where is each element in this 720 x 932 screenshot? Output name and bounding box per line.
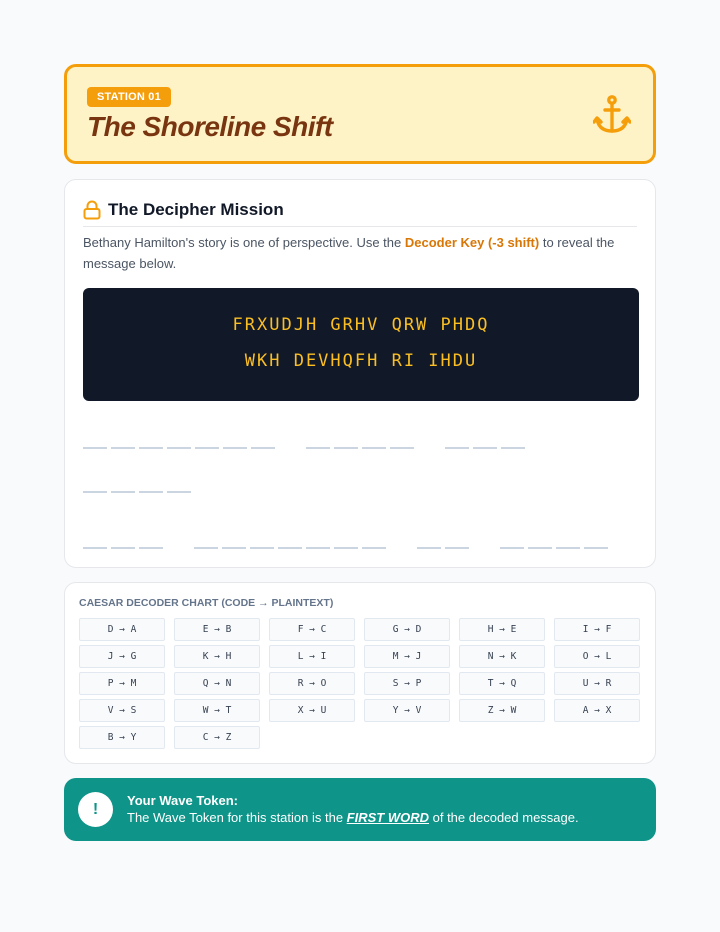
letter-blank bbox=[334, 547, 358, 549]
letter-blank bbox=[584, 547, 608, 549]
decoder-pair: A → X bbox=[554, 699, 640, 722]
decoder-key-highlight: Decoder Key (-3 shift) bbox=[404, 235, 540, 250]
decoder-chart-title: CAESAR DECODER CHART (CODE → PLAINTEXT) bbox=[79, 597, 334, 609]
letter-blank bbox=[306, 447, 330, 449]
decoder-pair: N → K bbox=[459, 645, 545, 668]
letter-blank bbox=[445, 447, 469, 449]
token-text-start: The Wave Token for this station is the bbox=[127, 810, 347, 825]
mission-description bbox=[83, 232, 633, 274]
decoder-pair: E → B bbox=[174, 618, 260, 641]
letter-blank bbox=[278, 547, 302, 549]
decipher-mission-card bbox=[64, 179, 656, 568]
decoder-pair: H → E bbox=[459, 618, 545, 641]
letter-blank bbox=[111, 447, 135, 449]
mission-title: The Decipher Mission bbox=[108, 200, 284, 219]
decoder-pair: B → Y bbox=[79, 726, 165, 749]
letter-blank bbox=[111, 547, 135, 549]
wave-token-banner bbox=[64, 778, 656, 841]
station-header bbox=[64, 64, 656, 164]
decoder-pair: D → A bbox=[79, 618, 165, 641]
decoder-pair: F → C bbox=[269, 618, 355, 641]
station-badge: STATION 01 bbox=[87, 87, 171, 107]
decoder-pair: X → U bbox=[269, 699, 355, 722]
letter-blank bbox=[111, 491, 135, 493]
desc-text: Bethany Hamilton's story is one of perspective. Use the bbox=[83, 235, 405, 250]
cipher-message-box bbox=[83, 288, 639, 401]
decoder-pair: L → I bbox=[269, 645, 355, 668]
letter-blank bbox=[251, 447, 275, 449]
letter-blank bbox=[139, 547, 163, 549]
letter-blank bbox=[83, 447, 107, 449]
decoder-pair: G → D bbox=[364, 618, 450, 641]
letter-blank bbox=[473, 447, 497, 449]
decoder-pair: R → O bbox=[269, 672, 355, 695]
decoder-pair: Q → N bbox=[174, 672, 260, 695]
letter-blank bbox=[334, 447, 358, 449]
anchor-icon bbox=[593, 95, 631, 135]
letter-blank bbox=[222, 547, 246, 549]
decoder-pair: V → S bbox=[79, 699, 165, 722]
letter-blank bbox=[417, 547, 441, 549]
token-text bbox=[127, 810, 579, 825]
letter-blank bbox=[528, 547, 552, 549]
cipher-line: WKH DEVHQFH RI IHDU bbox=[244, 351, 478, 371]
decoder-pair: Y → V bbox=[364, 699, 450, 722]
cipher-line: FRXUDJH GRHV QRW PHDQ bbox=[232, 315, 490, 335]
decoder-pair: U → R bbox=[554, 672, 640, 695]
decoder-pair: I → F bbox=[554, 618, 640, 641]
decoder-chart-card bbox=[64, 582, 656, 764]
first-word-emphasis: FIRST WORD bbox=[346, 810, 429, 825]
letter-blank bbox=[83, 491, 107, 493]
letter-blank bbox=[501, 447, 525, 449]
station-title: The Shoreline Shift bbox=[87, 111, 333, 142]
letter-blank bbox=[500, 547, 524, 549]
decoder-pair: W → T bbox=[174, 699, 260, 722]
letter-blank bbox=[556, 547, 580, 549]
decoder-pair: Z → W bbox=[459, 699, 545, 722]
letter-blank bbox=[167, 491, 191, 493]
decoder-pair: T → Q bbox=[459, 672, 545, 695]
letter-blank bbox=[139, 491, 163, 493]
letter-blank bbox=[250, 547, 274, 549]
letter-blank bbox=[445, 547, 469, 549]
decoder-pair: K → H bbox=[174, 645, 260, 668]
alert-icon: ! bbox=[78, 792, 113, 827]
desc-text-end: to reveal the message below. bbox=[83, 235, 615, 271]
letter-blank bbox=[194, 547, 218, 549]
letter-blank bbox=[223, 447, 247, 449]
letter-blank bbox=[306, 547, 330, 549]
decoder-pair: P → M bbox=[79, 672, 165, 695]
letter-blank bbox=[195, 447, 219, 449]
lock-icon bbox=[83, 200, 101, 220]
letter-blank bbox=[362, 547, 386, 549]
token-title: Your Wave Token: bbox=[127, 793, 238, 808]
token-text-end: of the decoded message. bbox=[429, 810, 579, 825]
decoder-pair: M → J bbox=[364, 645, 450, 668]
letter-blank bbox=[362, 447, 386, 449]
letter-blank bbox=[83, 547, 107, 549]
decoder-pair: C → Z bbox=[174, 726, 260, 749]
divider bbox=[83, 226, 637, 227]
letter-blank bbox=[139, 447, 163, 449]
decoder-pair: J → G bbox=[79, 645, 165, 668]
letter-blank bbox=[167, 447, 191, 449]
decoder-pair: O → L bbox=[554, 645, 640, 668]
decoder-pair: S → P bbox=[364, 672, 450, 695]
letter-blank bbox=[390, 447, 414, 449]
